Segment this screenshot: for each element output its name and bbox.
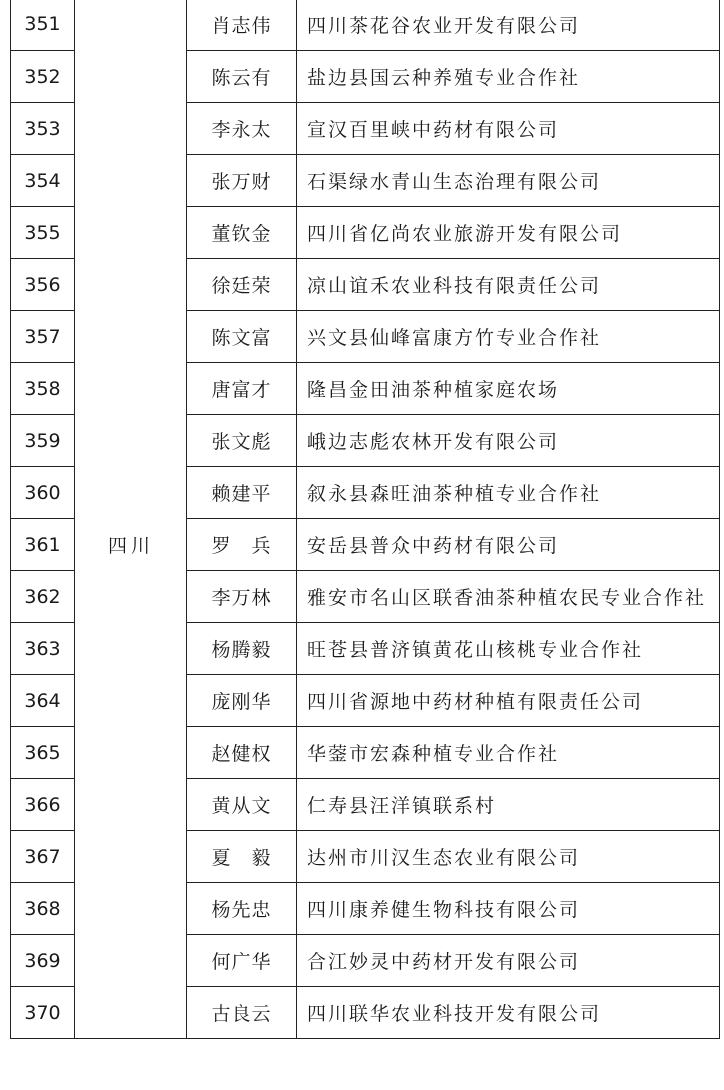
row-number: 370 xyxy=(11,986,75,1038)
person-name: 陈云有 xyxy=(187,50,297,102)
person-name: 庞刚华 xyxy=(187,674,297,726)
row-number: 352 xyxy=(11,50,75,102)
person-name: 赵健权 xyxy=(187,726,297,778)
row-number: 369 xyxy=(11,934,75,986)
person-name: 李万林 xyxy=(187,570,297,622)
person-name: 肖志伟 xyxy=(187,0,297,50)
roster-table xyxy=(10,0,720,1039)
person-name: 杨先忠 xyxy=(187,882,297,934)
organization-name: 雅安市名山区联香油茶种植农民专业合作社 xyxy=(297,570,719,622)
row-number: 353 xyxy=(11,102,75,154)
organization-name: 合江妙灵中药材开发有限公司 xyxy=(297,934,719,986)
row-number: 358 xyxy=(11,362,75,414)
person-name: 夏 毅 xyxy=(187,830,297,882)
organization-name: 四川联华农业科技开发有限公司 xyxy=(297,986,719,1038)
organization-name: 华蓥市宏森种植专业合作社 xyxy=(297,726,719,778)
organization-name: 仁寿县汪洋镇联系村 xyxy=(297,778,719,830)
row-number: 363 xyxy=(11,622,75,674)
organization-name: 达州市川汉生态农业有限公司 xyxy=(297,830,719,882)
organization-name: 四川茶花谷农业开发有限公司 xyxy=(307,14,581,37)
person-name: 李永太 xyxy=(187,102,297,154)
person-name: 黄从文 xyxy=(187,778,297,830)
person-name: 陈文富 xyxy=(187,310,297,362)
row-number: 364 xyxy=(11,674,75,726)
organization-name: 峨边志彪农林开发有限公司 xyxy=(297,414,719,466)
organization-name: 兴文县仙峰富康方竹专业合作社 xyxy=(297,310,719,362)
row-number: 360 xyxy=(11,466,75,518)
row-number: 359 xyxy=(11,414,75,466)
organization-name: 叙永县森旺油茶种植专业合作社 xyxy=(297,466,719,518)
person-name: 徐廷荣 xyxy=(187,258,297,310)
organization-name: 石渠绿水青山生态治理有限公司 xyxy=(297,154,719,206)
row-number: 356 xyxy=(11,258,75,310)
row-number: 367 xyxy=(11,830,75,882)
organization-name: 旺苍县普济镇黄花山核桃专业合作社 xyxy=(297,622,719,674)
organization-name: 四川省亿尚农业旅游开发有限公司 xyxy=(297,206,719,258)
organization-name: 隆昌金田油茶种植家庭农场 xyxy=(297,362,719,414)
row-number: 368 xyxy=(11,882,75,934)
row-number: 351 xyxy=(11,0,75,50)
row-number: 355 xyxy=(11,206,75,258)
person-name: 董钦金 xyxy=(187,206,297,258)
province-cell: 四川 xyxy=(107,534,154,557)
person-name: 唐富才 xyxy=(187,362,297,414)
row-number: 361 xyxy=(11,518,75,570)
person-name: 罗 兵 xyxy=(187,518,297,570)
row-number: 354 xyxy=(11,154,75,206)
organization-name: 安岳县普众中药材有限公司 xyxy=(297,518,719,570)
row-number: 365 xyxy=(11,726,75,778)
organization-name: 宣汉百里峡中药材有限公司 xyxy=(297,102,719,154)
row-number: 366 xyxy=(11,778,75,830)
person-name: 张文彪 xyxy=(187,414,297,466)
row-number: 357 xyxy=(11,310,75,362)
person-name: 杨腾毅 xyxy=(187,622,297,674)
row-number: 362 xyxy=(11,570,75,622)
person-name: 赖建平 xyxy=(187,466,297,518)
person-name: 张万财 xyxy=(187,154,297,206)
organization-name: 四川康养健生物科技有限公司 xyxy=(297,882,719,934)
person-name: 何广华 xyxy=(187,934,297,986)
organization-name: 盐边县国云种养殖专业合作社 xyxy=(297,50,719,102)
person-name: 古良云 xyxy=(187,986,297,1038)
organization-name: 凉山谊禾农业科技有限责任公司 xyxy=(297,258,719,310)
organization-name: 四川省源地中药材种植有限责任公司 xyxy=(297,674,719,726)
